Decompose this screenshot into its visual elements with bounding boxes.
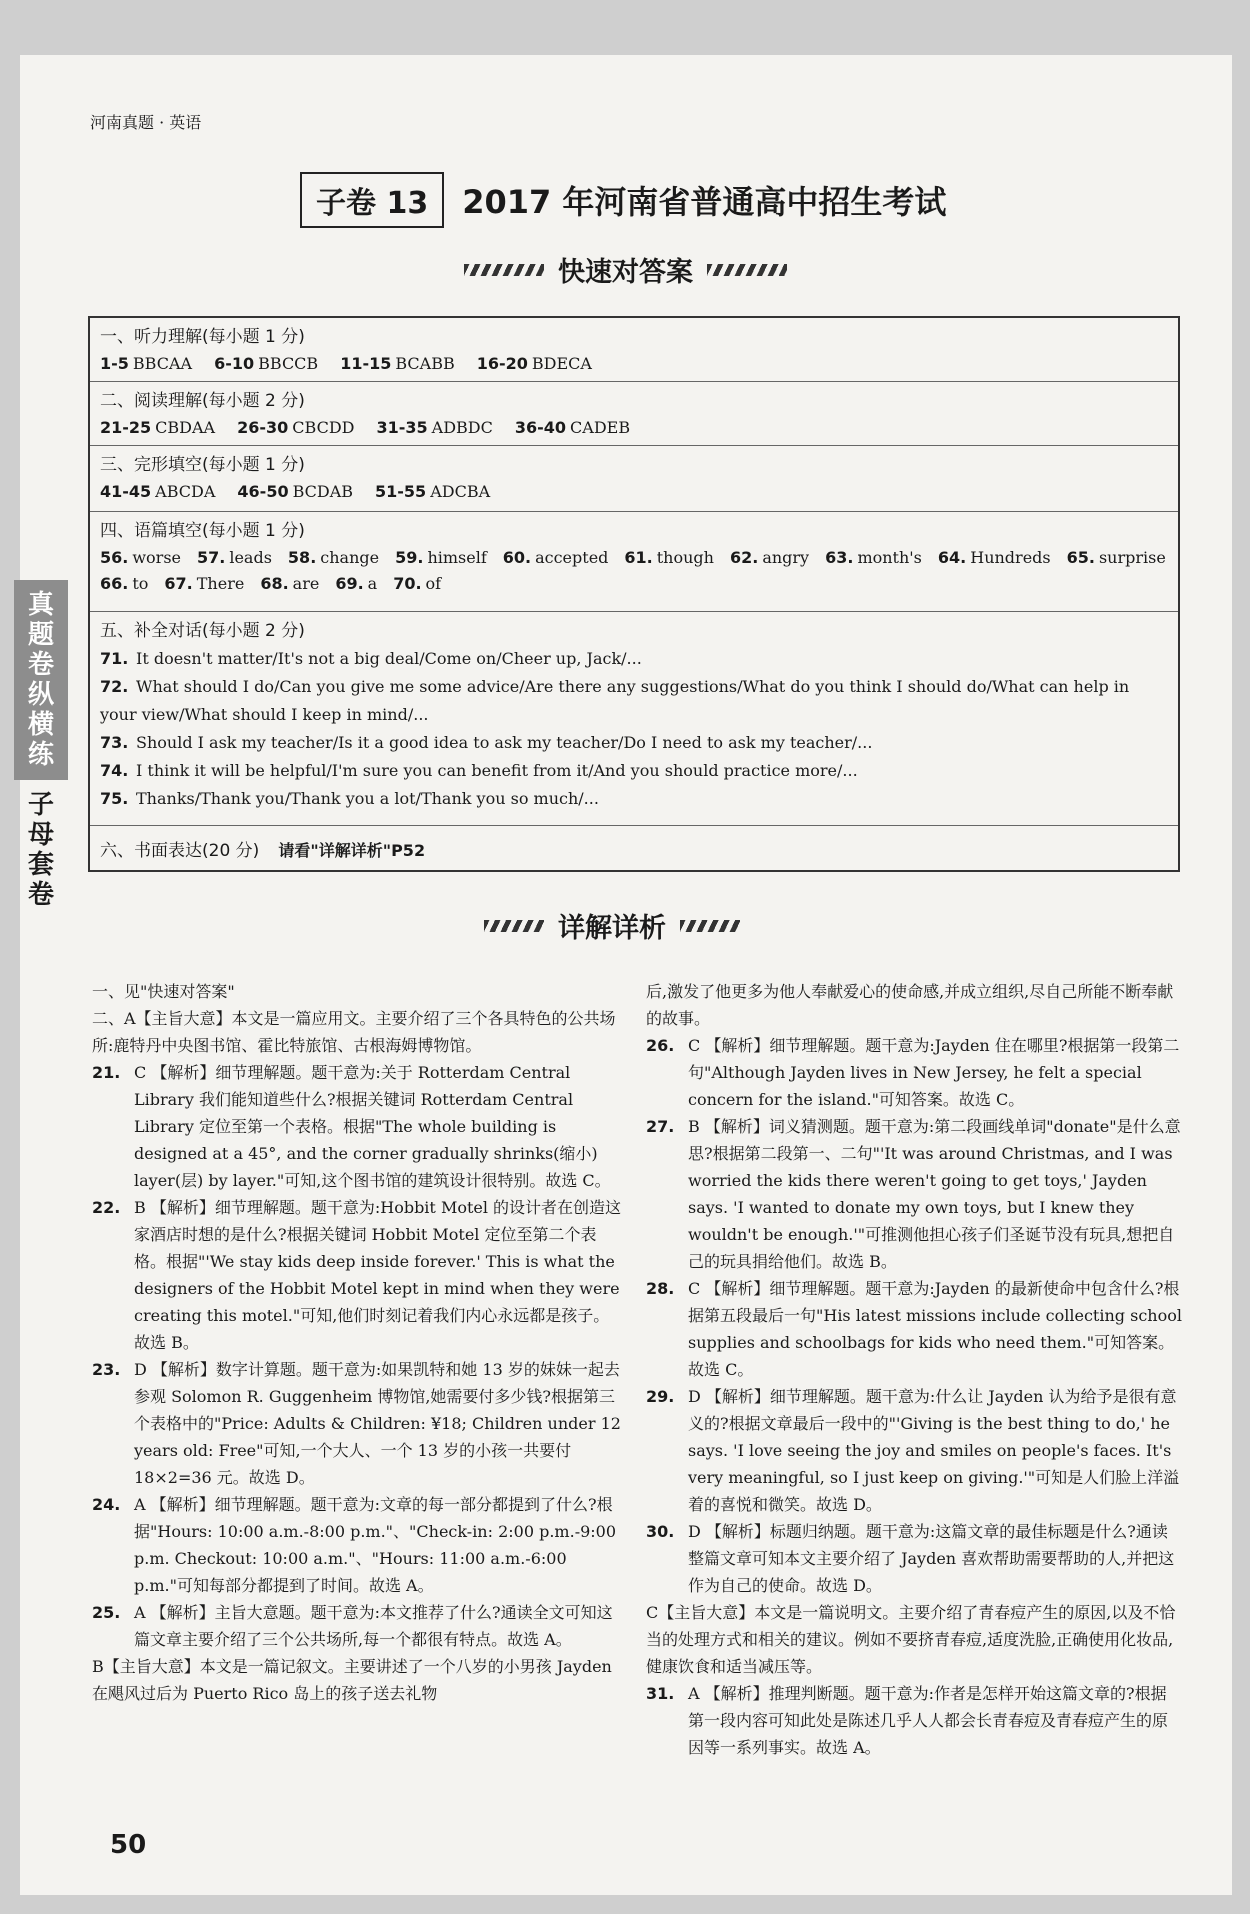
answer-group [197, 548, 272, 567]
answer-number: 67. [164, 574, 193, 593]
answer-letters: CADEB [570, 418, 631, 437]
side-char: 母 [27, 820, 54, 850]
answer-word: himself [427, 548, 487, 567]
answer-word: are [292, 574, 320, 593]
answer-letters: ABCDA [155, 482, 216, 501]
answer-range: 26-30 [237, 418, 289, 437]
question-number: 21. [92, 1063, 121, 1082]
answer-text: Thanks/Thank you/Thank you a lot/Thank you so much/... [136, 789, 599, 808]
answer-letters: ADBDC [431, 418, 493, 437]
answer-group [477, 354, 592, 373]
section-writing [90, 826, 1178, 870]
answer-letters: ADCBA [430, 482, 491, 501]
answer-number: 65. [1066, 548, 1095, 567]
answer-letters: BBCAA [132, 354, 193, 373]
explanation-text: B 【解析】细节理解题。题干意为:Hobbit Motel 的设计者在创造这家酒店时想的是什么?根据关键词 Hobbit Motel 定位至第二个表格。根据"'We stay kids deep inside forever.' This is what the designers of the Hobbit Motel kept in mind when they were creating this motel."可知,他们时刻记着我们内心永远都是孩子。故选 B。 [134, 1198, 622, 1352]
section-title: 六、书面表达(20 分) [100, 841, 260, 861]
answer-text: It doesn't matter/It's not a big deal/Come on/Cheer up, Jack/... [136, 649, 642, 668]
dialogue-item [100, 673, 1168, 729]
answer-range: 31-35 [376, 418, 428, 437]
answer-letters: BCDAB [292, 482, 354, 501]
side-char: 子 [27, 790, 54, 820]
answer-group [100, 354, 192, 373]
answer-table [88, 316, 1180, 872]
answer-number: 60. [502, 548, 532, 567]
section-cloze [90, 446, 1178, 512]
decor-stripes [484, 920, 544, 932]
detail-item [646, 1032, 1182, 1113]
answer-word: worse [132, 548, 181, 567]
answer-number: 64. [937, 548, 967, 567]
answer-range: 11-15 [340, 354, 392, 373]
answer-word: though [656, 548, 714, 567]
detail-paragraph: 一、见"快速对答案" [92, 982, 235, 1001]
answer-group [393, 574, 441, 593]
question-number: 24. [92, 1495, 121, 1514]
answer-number: 73. [100, 733, 129, 752]
section-dialogue [90, 612, 1178, 826]
dialogue-item [100, 757, 1168, 785]
answer-number: 75. [100, 789, 129, 808]
answer-range: 6-10 [214, 354, 255, 373]
section-title: 四、语篇填空(每小题 1 分) [100, 521, 305, 541]
side-tab-bottom [14, 790, 68, 910]
detail-item [92, 1194, 622, 1356]
section-title: 五、补全对话(每小题 2 分) [100, 621, 305, 641]
answer-text: Should I ask my teacher/Is it a good idea to ask my teacher/Do I need to ask my teacher/... [136, 733, 873, 752]
answer-group [288, 548, 379, 567]
answer-group [237, 482, 353, 501]
explanation-text: D 【解析】数字计算题。题干意为:如果凯特和她 13 岁的妹妹一起去参观 Solomon R. Guggenheim 博物馆,她需要付多少钱?根据第三个表格中的"Price: Adults & Children: ¥18; Children under 12 years old: Free"可知,一个大人、一个 13 岁的小孩一共要付 18×2=36 元。故选 D。 [134, 1360, 621, 1487]
side-char: 卷 [27, 650, 54, 680]
side-char: 题 [27, 620, 54, 650]
decor-stripes [464, 264, 544, 276]
explanation-text: A 【解析】主旨大意题。题干意为:本文推荐了什么?通读全文可知这篇文章主要介绍了三个公共场所,每一个都很有特点。故选 A。 [134, 1603, 613, 1649]
answer-number: 58. [287, 548, 317, 567]
quick-answers-heading [450, 250, 801, 289]
answer-row [100, 545, 1168, 571]
answer-number: 74. [100, 761, 129, 780]
writing-note: 请看"详解详析"P52 [278, 841, 426, 860]
answer-group [515, 418, 630, 437]
answer-word: a [367, 574, 378, 593]
answer-letters: BDECA [531, 354, 592, 373]
detail-item [646, 1518, 1182, 1599]
section-reading [90, 382, 1178, 446]
answer-number: 71. [100, 649, 129, 668]
side-tab-label [14, 790, 68, 910]
answer-group [1067, 548, 1166, 567]
question-number: 22. [92, 1198, 121, 1217]
answer-letters: BBCCB [258, 354, 319, 373]
answer-number: 69. [335, 574, 364, 593]
explanation-text: D 【解析】标题归纳题。题干意为:这篇文章的最佳标题是什么?通读整篇文章可知本文主要介绍了 Jayden 喜欢帮助需要帮助的人,并把这作为自己的使命。故选 D。 [688, 1522, 1175, 1595]
question-number: 27. [646, 1117, 675, 1136]
answer-word: to [132, 574, 149, 593]
side-char: 真 [27, 590, 54, 620]
answer-group [624, 548, 714, 567]
answer-range: 36-40 [514, 418, 567, 437]
detail-title: 详解详析 [558, 913, 666, 944]
answer-range: 1-5 [100, 354, 129, 373]
answer-group [395, 548, 487, 567]
explanation-text: A 【解析】推理判断题。题干意为:作者是怎样开始这篇文章的?根据第一段内容可知此处是陈述几乎人人都会长青春痘及青春痘产生的原因等一系列事实。故选 A。 [688, 1684, 1169, 1757]
title-bar [300, 172, 946, 228]
dialogue-item [100, 729, 1168, 757]
side-tab-label [14, 590, 68, 770]
detail-item [92, 1356, 622, 1491]
answer-number: 62. [729, 548, 759, 567]
side-char: 卷 [27, 880, 54, 910]
detail-paragraph: C【主旨大意】本文是一篇说明文。主要介绍了青春痘产生的原因,以及不恰当的处理方式和相关的建议。例如不要挤青春痘,适度洗脸,正确使用化妆品,健康饮食和适当减压等。 [646, 1603, 1176, 1676]
answer-group [100, 482, 215, 501]
answer-letters: CBDAA [155, 418, 216, 437]
question-number: 30. [646, 1522, 675, 1541]
explanation-text: A 【解析】细节理解题。题干意为:文章的每一部分都提到了什么?根据"Hours: 10:00 a.m.-8:00 p.m."、"Check-in: 2:00 p.m.-9:00 p.m. Checkout: 10:00 a.m."、"Hours: 11:00 a.m.-6:00 p.m."可知每部分都提到了时间。故选 A。 [134, 1495, 617, 1595]
detail-item [646, 1113, 1182, 1275]
answer-row [100, 571, 1168, 597]
detail-item [646, 1680, 1182, 1761]
dialogue-item [100, 785, 1168, 813]
answer-range: 16-20 [476, 354, 528, 373]
detail-heading [470, 906, 754, 945]
answer-letters: CBCDD [292, 418, 355, 437]
question-number: 28. [646, 1279, 675, 1298]
answer-group [237, 418, 354, 437]
answer-group [376, 418, 492, 437]
answer-group [938, 548, 1051, 567]
question-number: 31. [646, 1684, 675, 1703]
question-number: 29. [646, 1387, 675, 1406]
explanation-text: C 【解析】细节理解题。题干意为:Jayden 住在哪里?根据第一段第二句"Although Jayden lives in New Jersey, he felt a special concern for the island."可知答案。故选 C。 [688, 1036, 1180, 1109]
quick-answers-title: 快速对答案 [558, 257, 693, 288]
subvolume-badge: 子卷 13 [300, 172, 444, 228]
answer-word: There [196, 574, 245, 593]
answer-number: 72. [100, 677, 129, 696]
answer-word: change [320, 548, 380, 567]
answer-group [335, 574, 377, 593]
detail-column-right [646, 978, 1182, 1761]
answer-group [730, 548, 809, 567]
decor-stripes [680, 920, 740, 932]
answer-range: 41-45 [100, 482, 152, 501]
answer-word: Hundreds [970, 548, 1051, 567]
detail-item [646, 1383, 1182, 1518]
answer-range: 51-55 [375, 482, 427, 501]
detail-item [92, 1059, 622, 1194]
answer-range: 46-50 [237, 482, 289, 501]
answer-number: 63. [825, 548, 854, 567]
detail-paragraph: 后,激发了他更多为他人奉献爱心的使命感,并成立组织,尽自己所能不断奉献的故事。 [646, 982, 1174, 1028]
answer-word: angry [762, 548, 810, 567]
answer-group [214, 354, 318, 373]
answer-text: I think it will be helpful/I'm sure you can benefit from it/And you should practice more/... [136, 761, 858, 780]
answer-word: month's [857, 548, 922, 567]
running-header: 河南真题 · 英语 [90, 113, 202, 132]
dialogue-item [100, 645, 1168, 673]
side-char: 横 [27, 710, 54, 740]
answer-letters: BCABB [395, 354, 455, 373]
answer-group [825, 548, 922, 567]
page-number: 50 [110, 1830, 147, 1860]
explanation-text: C 【解析】细节理解题。题干意为:Jayden 的最新使命中包含什么?根据第五段最后一句"His latest missions include collecting school supplies and schoolbags for kids who need them."可知答案。故选 C。 [688, 1279, 1182, 1379]
answer-text: What should I do/Can you give me some advice/Are there any suggestions/What do you think I should do/What can help in your view/What should I keep in mind/... [100, 677, 1130, 724]
question-number: 23. [92, 1360, 121, 1379]
answer-number: 66. [100, 574, 129, 593]
detail-column-left [92, 978, 622, 1707]
detail-item [92, 1599, 622, 1653]
answer-number: 68. [260, 574, 289, 593]
detail-item [92, 1491, 622, 1599]
answer-group [340, 354, 455, 373]
answer-group [164, 574, 244, 593]
answer-word: accepted [535, 548, 609, 567]
answer-group [100, 574, 148, 593]
page-title: 2017 年河南省普通高中招生考试 [462, 183, 947, 221]
answer-group [260, 574, 319, 593]
answer-word: of [425, 574, 442, 593]
detail-paragraph: B【主旨大意】本文是一篇记叙文。主要讲述了一个八岁的小男孩 Jayden 在飓风过后为 Puerto Rico 岛上的孩子送去礼物 [92, 1657, 612, 1703]
answer-group [100, 418, 215, 437]
answer-number: 56. [100, 548, 129, 567]
answer-group [375, 482, 490, 501]
explanation-text: D 【解析】细节理解题。题干意为:什么让 Jayden 认为给予是很有意义的?根据文章最后一段中的"'Giving is the best thing to do,' he says. 'I love seeing the joy and smiles on people's faces. It's very meaningful, so I just keep on giving.'"可知是人们脸上洋溢着的喜悦和微笑。故选 D。 [688, 1387, 1180, 1514]
dialogue-list [100, 645, 1168, 813]
explanation-text: B 【解析】词义猜测题。题干意为:第二段画线单词"donate"是什么意思?根据第二段第一、二句"'It was around Christmas, and I was worried the kids there weren't going to get toys,' Jayden says. 'I wanted to donate my own toys, but I knew they wouldn't be enough.'"可推测他担心孩子们圣诞节没有玩具,想把自己的玩具捐给他们。故选 B。 [688, 1117, 1181, 1271]
explanation-text: C 【解析】细节理解题。题干意为:关于 Rotterdam Central Library 我们能知道些什么?根据关键词 Rotterdam Central Library 定位至第一个表格。根据"The whole building is designed at a 45°, and the corner gradually shrinks(缩小) layer(层) by layer."可知,这个图书馆的建筑设计很特别。故选 C。 [134, 1063, 611, 1190]
answer-number: 70. [393, 574, 422, 593]
side-char: 套 [27, 850, 54, 880]
section-title: 三、完形填空(每小题 1 分) [100, 455, 305, 475]
answer-row [100, 415, 1168, 441]
answer-number: 61. [624, 548, 653, 567]
answer-number: 57. [197, 548, 226, 567]
question-number: 25. [92, 1603, 121, 1622]
section-title: 一、听力理解(每小题 1 分) [100, 327, 305, 347]
question-number: 26. [646, 1036, 675, 1055]
section-listening [90, 318, 1178, 382]
answer-group [503, 548, 609, 567]
detail-paragraph: 二、A【主旨大意】本文是一篇应用文。主要介绍了三个各具特色的公共场所:鹿特丹中央图书馆、霍比特旅馆、古根海姆博物馆。 [92, 1009, 616, 1055]
section-title: 二、阅读理解(每小题 2 分) [100, 391, 305, 411]
side-tab-top [14, 580, 68, 780]
answer-row [100, 479, 1168, 505]
side-char: 练 [27, 740, 54, 770]
answer-number: 59. [395, 548, 424, 567]
decor-stripes [707, 264, 787, 276]
answer-group [100, 548, 181, 567]
answer-word: surprise [1098, 548, 1166, 567]
detail-item [646, 1275, 1182, 1383]
answer-word: leads [229, 548, 272, 567]
answer-row [100, 351, 1168, 377]
answer-range: 21-25 [100, 418, 152, 437]
section-grammar [90, 512, 1178, 612]
side-char: 纵 [27, 680, 54, 710]
